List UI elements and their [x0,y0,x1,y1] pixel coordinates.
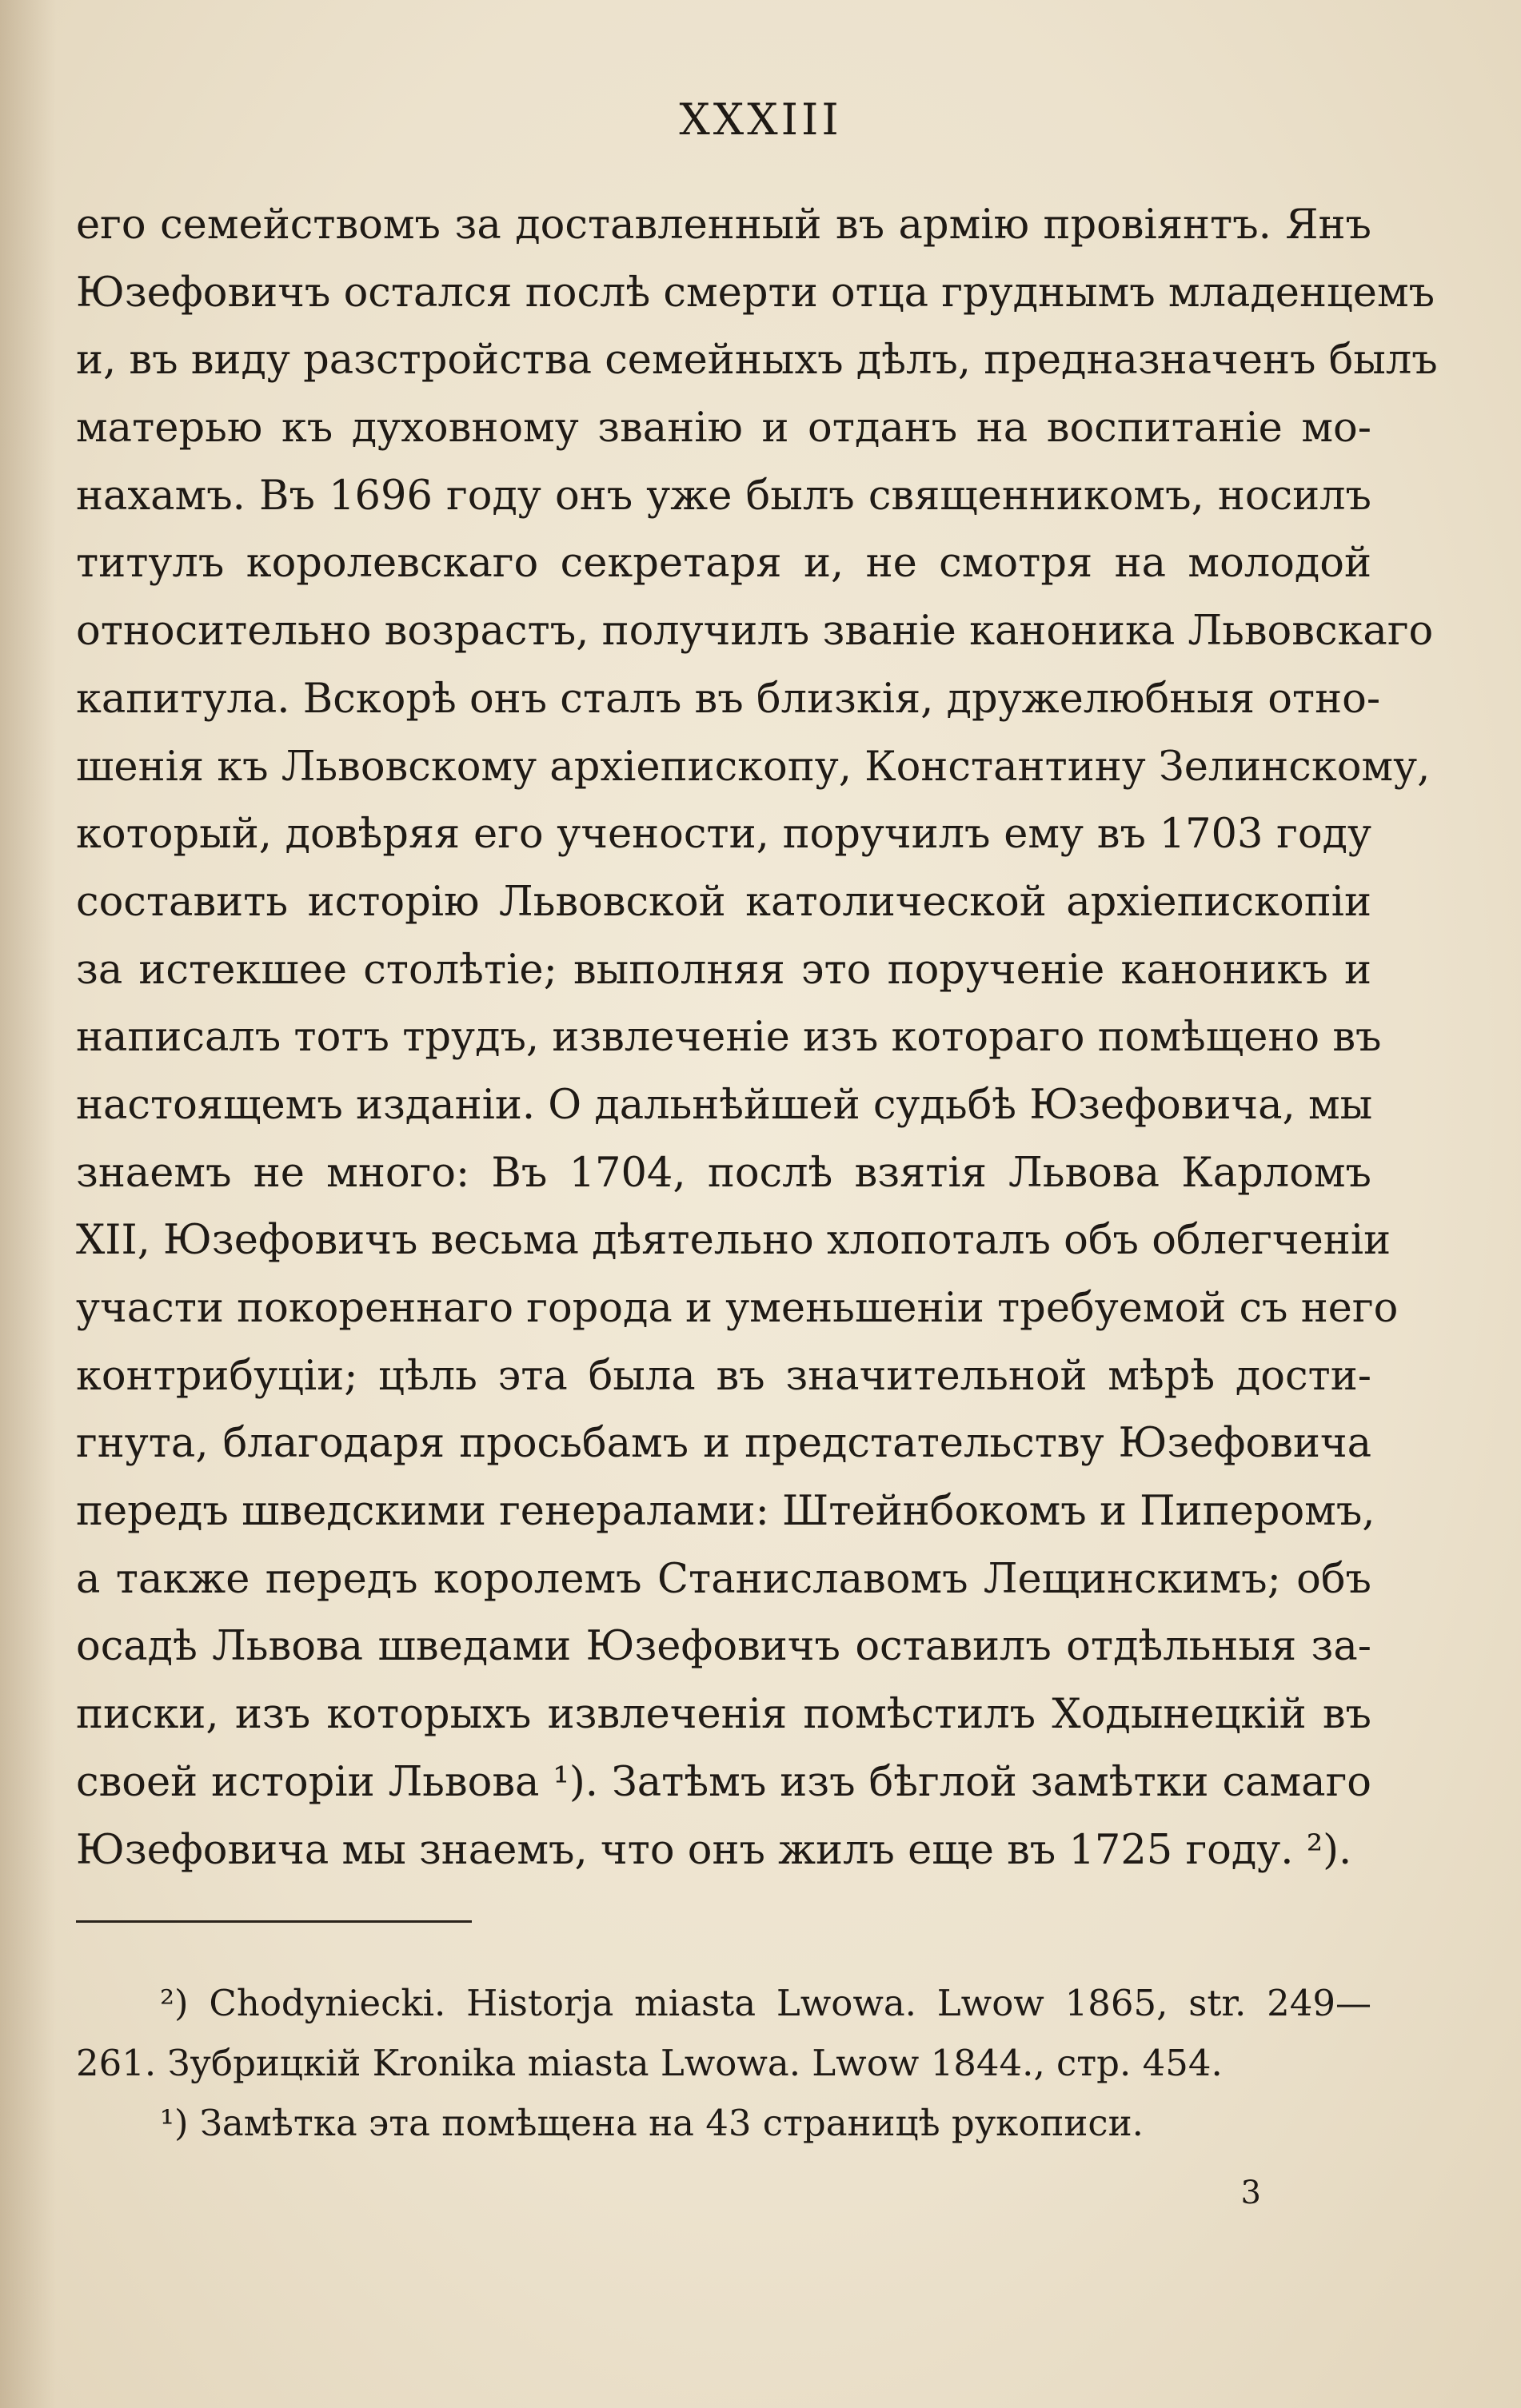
text-line: шенія къ Львовскому архіепископу, Константину Зелинскому, [76,743,1431,791]
page-gutter-shadow [0,0,56,2408]
text-line: контрибуціи; цѣль эта была въ значительной мѣрѣ дости- [76,1352,1371,1400]
main-text-block [76,192,1438,1884]
text-line: Юзефовичъ остался послѣ смерти отца груднымъ младенцемъ [76,269,1435,317]
text-line: знаемъ не много: Въ 1704, послѣ взятія Львова Карломъ [76,1149,1371,1197]
footnote-manuscript-note: ¹) Замѣтка эта помѣщена на 43 страницѣ рукописи. [160,2102,1144,2144]
text-line: настоящемъ изданіи. О дальнѣйшей судьбѣ Юзефовича, мы [76,1081,1373,1129]
footnote-chodyniecki-line1: ²) Chodyniecki. Historja miasta Lwowa. Lwow 1865, str. 249— [160,1982,1371,2024]
footnote-chodyniecki-line2: 261. Зубрицкій Kronika miasta Lwowa. Lwow 1844., стр. 454. [76,2042,1223,2084]
text-line: составить исторію Львовской католической архіепископіи [76,878,1371,926]
text-line: а также передъ королемъ Станиславомъ Лещинскимъ; объ [76,1555,1371,1603]
text-line: писки, изъ которыхъ извлеченія помѣстилъ Ходынецкій въ [76,1691,1371,1739]
text-line: осадѣ Львова шведами Юзефовичъ оставилъ отдѣльныя за- [76,1623,1371,1671]
text-line: его семействомъ за доставленный въ армію провіянтъ. Янъ [76,201,1371,249]
text-line: своей исторіи Львова ¹). Затѣмъ изъ бѣглой замѣтки самаго [76,1758,1371,1806]
text-line: и, въ виду разстройства семейныхъ дѣлъ, предназначенъ былъ [76,337,1438,385]
text-line: передъ шведскими генералами: Штейнбокомъ и Пиперомъ, [76,1488,1375,1536]
text-line: XII, Юзефовичъ весьма дѣятельно хлопоталъ объ облегченіи [76,1217,1391,1265]
text-line: относительно возрастъ, получилъ званіе каноника Львовскаго [76,608,1434,656]
text-line: написалъ тотъ трудъ, извлеченіе изъ котораго помѣщено въ [76,1014,1382,1062]
text-line: который, довѣряя его учености, поручилъ ему въ 1703 году [76,811,1371,859]
text-line-last: Юзефовича мы знаемъ, что онъ жилъ еще въ 1725 году. ²). [76,1826,1352,1874]
text-line: за истекшее столѣтіе; выполняя это порученіе каноникъ и [76,946,1371,994]
footnote-separator [76,1920,472,1923]
page-number-roman: XXXIII [679,94,842,145]
text-line: титулъ королевскаго секретаря и, не смотря на молодой [76,540,1371,588]
text-line: гнута, благодаря просьбамъ и предстательству Юзефовича [76,1420,1371,1468]
text-line: участи покореннаго города и уменьшеніи требуемой съ него [76,1285,1399,1332]
text-line: матерью къ духовному званію и отданъ на воспитаніе мо- [76,405,1371,452]
footnotes-block [76,1973,1371,2153]
text-line: нахамъ. Въ 1696 году онъ уже былъ священникомъ, носилъ [76,472,1371,520]
printer-signature-mark: 3 [1240,2175,1261,2211]
text-line: капитула. Вскорѣ онъ сталъ въ близкія, дружелюбныя отно- [76,675,1381,723]
